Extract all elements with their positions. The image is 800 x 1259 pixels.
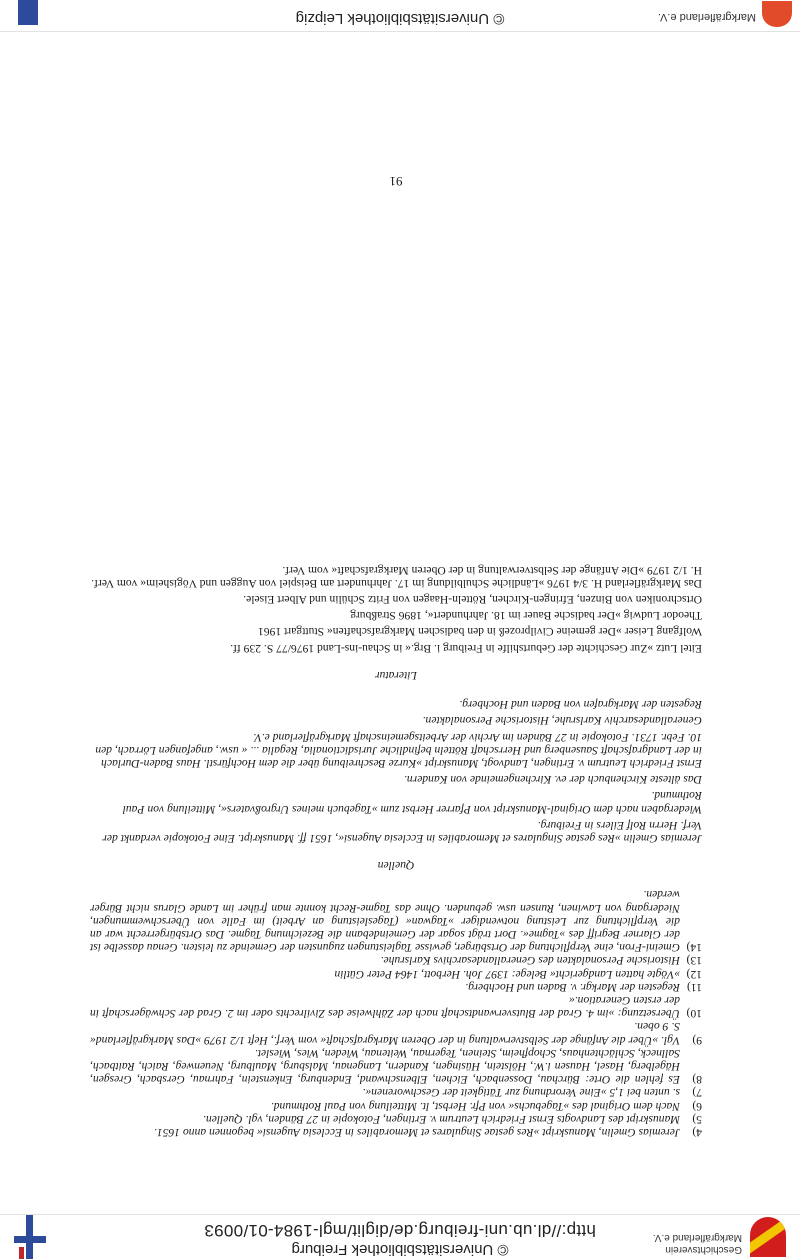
viewer-header-bar (0, 1214, 800, 1259)
footnote-number: 11) (686, 980, 702, 994)
page-body (90, 560, 702, 1139)
sources-heading: Quellen (377, 859, 415, 873)
footnote-text: s. unten bei 1,5 »Eine Verordnung zur Tätigkeit der Geschworenen«. (362, 1086, 680, 1100)
literature-list (90, 563, 702, 654)
source-entry: Wiedergaben nach dem Original-Manuskript von Pfarrer Herbst zum »Tagebuch meines Urgroßvaters«, Mitteilung von Paul Rothmund. (122, 789, 702, 816)
footer-university-logo-icon (18, 0, 38, 25)
sources-list (90, 698, 702, 845)
footnote (90, 994, 702, 1020)
footnote (90, 1020, 702, 1046)
page-number: 91 (389, 174, 403, 189)
footnote-text: Manuskript des Landvogts Ernst Friedrich Leutrum v. Ertingen, Fotokopie in 27 Bänden, vgl. Quellen. (203, 1112, 680, 1126)
source-entry: Ernst Friedrich Leutrum v. Ertingen, Landvogt, Manuskript »Kurze Beschreibung über die dem Hochfürstl. Haus Baden-Durlach in der Landgrafschaft Sausenberg und Herrschaft Rötteln befindliche Jurisdictionalia, Regalia ... « usw., angefangen Lörrach, den 10. Febr. 1731. Fotokopie in 27 Bänden im Archiv der Arbeitsgemeinschaft Markgräflerland e.V. (95, 730, 702, 770)
source-entry: Generallandesarchiv Karlsruhe, Historische Personalakten. (422, 714, 702, 728)
literature-entry: Das Markgräflerland H. 3/4 1976 »Ländliche Schulbildung im 17. Jahrhundert am Beispiel von Auggen und Vögisheim« vom Verf. H. 1/2 1979 »Die Anfänge der Selbstverwaltung in der Oberen Markgrafschaft« vom Verf. (91, 563, 702, 590)
footnote (90, 967, 702, 980)
footnote-number: 9) (692, 1033, 702, 1047)
footnote-text: »Vögte hatten Landgericht« Belege: 1397 Joh. Herbott, 1464 Peter Gütlin (334, 967, 680, 981)
footnote-number: 4) (692, 1126, 702, 1139)
footnote-number: 5) (692, 1112, 702, 1126)
footnote-number: 14) (686, 941, 702, 955)
logo-text: Geschichtsverein Markgräflerland e.V. (652, 1232, 742, 1255)
footnote (90, 1047, 702, 1087)
document-url-link[interactable]: http://dl.ub.uni-freiburg.de/diglit/mgl-1984-01/0093 (204, 1221, 596, 1240)
footnote (90, 1126, 702, 1139)
footnote (90, 1099, 702, 1112)
university-logo-icon (12, 1215, 48, 1259)
footnote-number: 12) (686, 967, 702, 981)
footnote (90, 1113, 702, 1126)
footnote (90, 1086, 702, 1099)
footnote-text: Es fehlen die Orte: Bürchau, Dossenbach, Eichen, Elbenschwand, Endenburg, Enkenstein, Fahrnau, Gersbach, Gresgen, Hägelberg, Hasel, Hausen i.W., Hölstein, Hüsingen, Kandern, Langenau, Malsburg, Maulburg, Neuenweg, Raich, Raitbach, Sallneck, Schlächtenhaus, Schopfheim, Steinen, Tegernau, Weitenau, Wieden, Wies, Wieslet. (90, 1046, 680, 1087)
footnote-text: Historische Personalakten des Generallandesarchivs Karlsruhe. (380, 954, 680, 968)
footnote-number: 6) (692, 1099, 702, 1113)
footnote-text: Übersetzung: »im 4. Grad der Blutsverwandtschaft nach der Zählweise des Zivilrechts oder im 2. Grad der Schwägerschaft in der ersten Generation.« (90, 993, 680, 1021)
source-entry: Jeremias Gmelin »Res gestae Singulares et Memorabiles in Ecclesia Augensi«, 1651 ff. Manuskript. Eine Fotokopie verdankt der Verf. Herrn Rolf Eilers in Freiburg. (102, 818, 702, 845)
footnote-number: 8) (692, 1073, 702, 1087)
footnote-number: 10) (686, 1007, 702, 1021)
footnote (90, 888, 702, 954)
footnote-text: Vgl. »Über die Anfänge der Selbstverwaltung in der Oberen Markgrafschaft« vom Verf., Heft 1/2 1979 »Das Markgräflerland« S. 9 oben. (90, 1020, 680, 1047)
footnote-number: 7) (692, 1086, 702, 1100)
source-entry: Das älteste Kirchenbuch der ev. Kirchengemeinde von Kandern. (403, 773, 702, 787)
footnote-text: Nach dem Original des »Tagebuchs« von Pfr. Herbst, lt. Mitteilung von Paul Rothmund. (270, 1099, 680, 1113)
footer-library-credit: © Universitätsbibliothek Leipzig (295, 10, 505, 27)
footnote-text: Gmeini-Fron, eine Verpflichtung der Ortsbürger, gewisse Tagleistungen zugunsten der Gemeinde zu leisten. Genau dasselbe ist der Glarner Begriff des »Tagme«. Dort trägt sogar der Gemeindebann die Bezeichnung Tagme. Das Ortsbürgerrecht war an die Verpflichtung zur Leistung notwendiger »Tagwan« (Tagesleistung an Arbeit) im Falle von Überschwemmungen, Niedergang von Lawinen, Runsen usw. gebunden. Ohne das Tagme-Recht konnte man früher im Lande Glarus nicht Bürger werden. (90, 888, 680, 955)
footer-logo-text: Markgräflerland e.V. (657, 11, 756, 23)
library-credit: © Universitätsbibliothek Freiburg (291, 1241, 509, 1258)
footnotes (90, 888, 702, 1139)
literature-entry: Eitel Lutz »Zur Geschichte der Geburtshilfe in Freiburg i. Brg.« in Schau-ins-Land 1976/77 S. 239 ff. (230, 641, 702, 655)
viewer-footer-bar (0, 0, 800, 32)
footnote-text: Regesten der Markgr. v. Baden und Hochberg. (465, 980, 680, 994)
source-entry: Regesten der Markgrafen von Baden und Hochberg. (459, 698, 702, 712)
footnote-number: 13) (686, 954, 702, 968)
footnote (90, 981, 702, 994)
literature-entry: Wolfgang Leiser »Der gemeine Civilprozeß in den badischen Markgrafschaften« Stuttgart 1961 (258, 625, 702, 639)
footnote-text: Jeremias Gmelin, Manuskript »Res gestae Singulares et Memorabiles in Ecclesia Augensi« begonnen anno 1651. (153, 1126, 680, 1139)
literature-entry: Ortschroniken von Binzen, Efringen-Kirchen, Rötteln-Haagen von Fritz Schülin und Albert Eisele. (243, 593, 702, 607)
footnote (90, 954, 702, 967)
literature-entry: Theodor Ludwig »Der badische Bauer im 18. Jahrhundert«, 1896 Straßburg (350, 609, 702, 623)
literature-heading: Literatur (375, 668, 417, 682)
